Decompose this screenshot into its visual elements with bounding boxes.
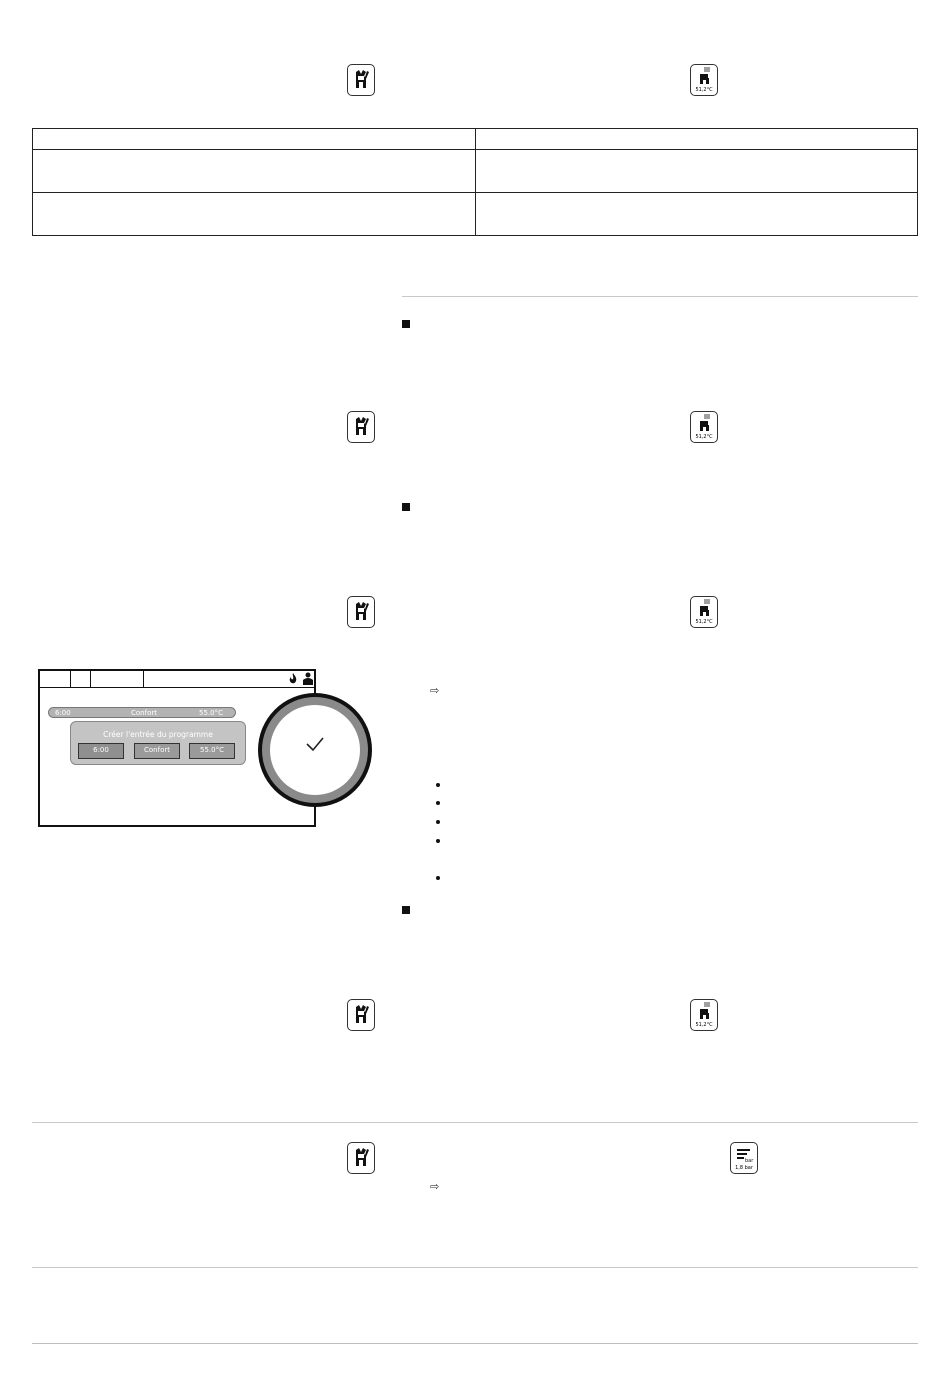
check-icon	[304, 733, 326, 755]
table-row	[33, 150, 918, 193]
installer-tools-icon[interactable]	[347, 999, 375, 1031]
dhw-temp-caption: 51,2°C	[695, 87, 713, 93]
hot-water-tap-icon[interactable]	[690, 411, 718, 443]
dial-ring	[262, 697, 368, 803]
section-divider	[32, 1267, 918, 1268]
pressure-caption: 1,8 bar	[735, 1165, 753, 1171]
display-status-bar	[40, 671, 314, 688]
status-separator	[70, 671, 71, 687]
list-bullet	[436, 876, 440, 880]
hot-water-tap-icon[interactable]	[690, 999, 718, 1031]
parameter-table	[32, 128, 918, 236]
status-separator	[90, 671, 91, 687]
time-field[interactable]: 6:00	[78, 743, 124, 759]
section-bullet	[402, 906, 410, 914]
rotary-dial[interactable]	[258, 693, 372, 807]
hot-water-tap-icon[interactable]	[690, 596, 718, 628]
temp-field[interactable]: 55.0°C	[189, 743, 235, 759]
user-icon	[302, 672, 314, 685]
program-temp: 55.0°C	[199, 709, 223, 717]
dialog-title: Créer l'entrée du programme	[103, 730, 213, 739]
footer-divider	[32, 1343, 918, 1344]
list-bullet	[436, 839, 440, 843]
result-arrow-icon: ⇨	[430, 684, 440, 697]
installer-tools-icon[interactable]	[347, 596, 375, 628]
hot-water-tap-icon[interactable]	[690, 64, 718, 96]
list-bullet	[436, 783, 440, 787]
svg-text:bar: bar	[745, 1158, 754, 1164]
status-separator	[143, 671, 144, 687]
section-divider	[402, 296, 918, 297]
list-bullet	[436, 820, 440, 824]
result-arrow-icon: ⇨	[430, 1180, 440, 1193]
program-mode: Confort	[131, 709, 157, 717]
section-divider	[32, 1122, 918, 1123]
installer-tools-icon[interactable]	[347, 64, 375, 96]
dial-face	[270, 705, 360, 795]
table-row	[33, 193, 918, 236]
installer-tools-icon[interactable]	[347, 411, 375, 443]
mode-field[interactable]: Confort	[134, 743, 180, 759]
table-header-row	[33, 129, 918, 150]
program-row	[48, 707, 236, 718]
dhw-temp-caption: 51,2°C	[695, 619, 713, 625]
program-time: 6:00	[55, 709, 71, 717]
installer-tools-icon[interactable]	[347, 1142, 375, 1174]
dhw-temp-caption: 51,2°C	[695, 1022, 713, 1028]
flame-icon	[288, 672, 298, 685]
dhw-temp-caption: 51,2°C	[695, 434, 713, 440]
section-bullet	[402, 320, 410, 328]
create-entry-dialog	[70, 721, 246, 765]
list-bullet	[436, 801, 440, 805]
pressure-gauge-icon[interactable]	[730, 1142, 758, 1174]
section-bullet	[402, 503, 410, 511]
